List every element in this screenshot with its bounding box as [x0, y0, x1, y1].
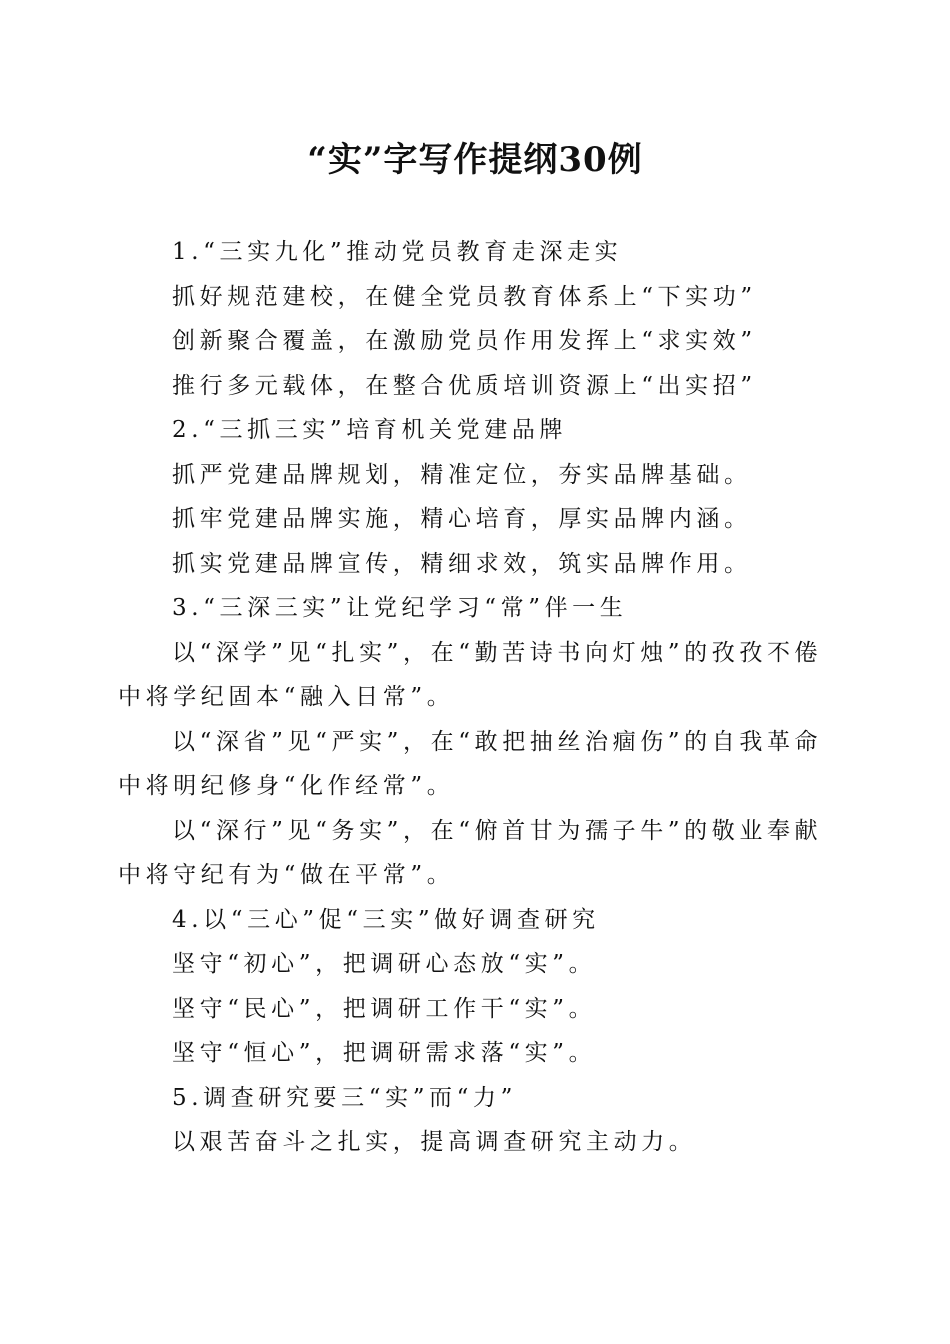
heading-item-2: 2.“三抓三实”培育机关党建品牌 [172, 417, 568, 443]
paragraph: 创新聚合覆盖，在激励党员作用发挥上“求实效” [172, 328, 757, 354]
paragraph: 抓牢党建品牌实施，精心培育，厚实品牌内涵。 [172, 506, 752, 532]
heading-item-4: 4.以“三心”促“三实”做好调查研究 [172, 906, 600, 933]
document-title: “实”字写作提纲30例 [307, 140, 643, 180]
heading-item-1: 1.“三实九化”推动党员教育走深走实 [172, 239, 623, 265]
paragraph: 抓实党建品牌宣传，精细求效，筑实品牌作用。 [172, 550, 752, 577]
paragraph: 推行多元载体，在整合优质培训资源上“出实招” [172, 372, 757, 399]
paragraph: 以“深省”见“严实”，在“敢把抽丝治痼伤”的自我革命中将明纪修身“化作经常”。 [118, 728, 823, 799]
paragraph: 坚守“初心”，把调研心态放“实”。 [172, 951, 597, 977]
document-body [118, 230, 826, 1165]
paragraph: 坚守“民心”，把调研工作干“实”。 [172, 995, 597, 1022]
paragraph: 以“深学”见“扎实”，在“勤苦诗书向灯烛”的孜孜不倦中将学纪固本“融入日常”。 [118, 639, 823, 710]
paragraph: 以“深行”见“务实”，在“俯首甘为孺子牛”的敬业奉献中将守纪有为“做在平常”。 [118, 817, 823, 888]
paragraph: 坚守“恒心”，把调研需求落“实”。 [172, 1040, 597, 1066]
paragraph: 抓严党建品牌规划，精准定位，夯实品牌基础。 [172, 461, 752, 488]
paragraph: 抓好规范建校，在健全党员教育体系上“下实功” [172, 283, 757, 310]
heading-item-5: 5.调查研究要三“实”而“力” [172, 1084, 517, 1111]
heading-item-3: 3.“三深三实”让党纪学习“常”伴一生 [172, 595, 628, 621]
paragraph: 以艰苦奋斗之扎实，提高调查研究主动力。 [172, 1129, 697, 1155]
